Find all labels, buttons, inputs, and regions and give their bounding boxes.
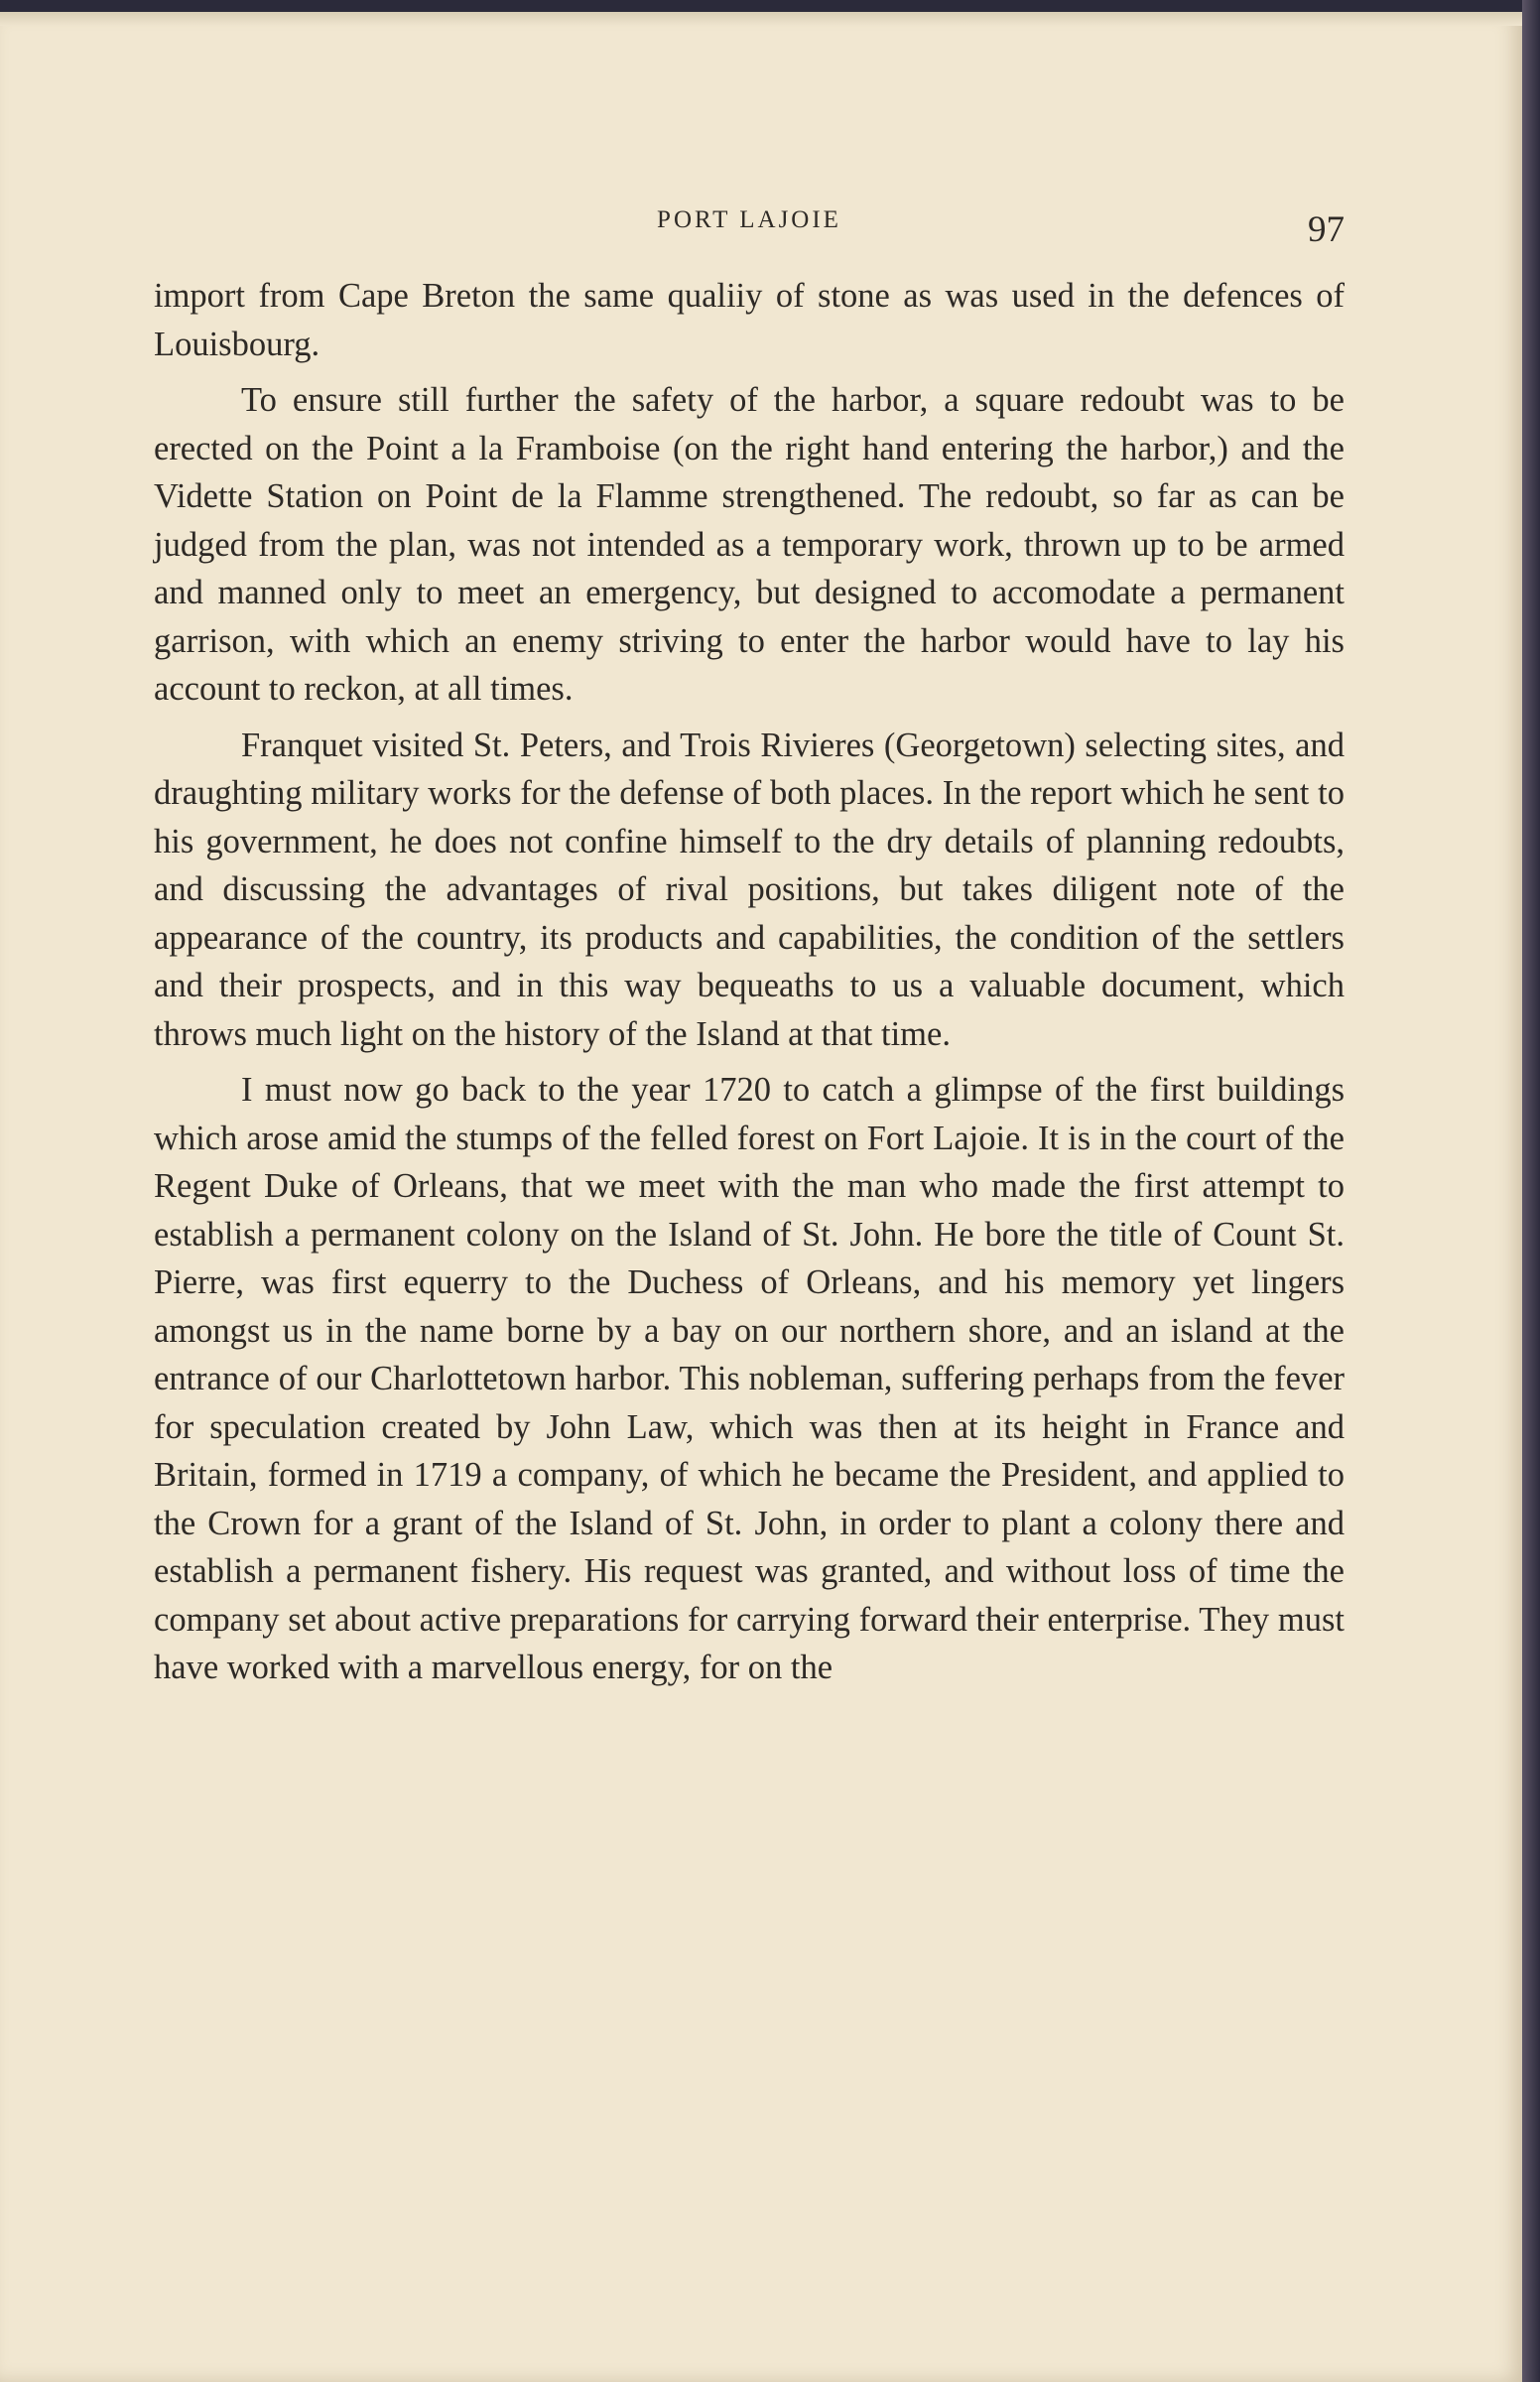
page-header [154, 197, 1345, 256]
paragraph-continuation: import from Cape Breton the same qualiiy of stone as was used in the defences of Louisbourg. [154, 277, 1345, 363]
book-spine-edge [1522, 0, 1540, 2382]
book-page [0, 12, 1524, 2382]
page-number: 97 [1308, 209, 1345, 250]
paragraph-redoubt: To ensure still further the safety of the harbor, a square redoubt was to be erected on the Point a la Framboise (on the right hand entering the harbor,) and the Vidette Station on Point de la Flamme strengthened. The redoubt, so far as can be judged from the plan, was not intended as a temporary work, thrown up to be armed and manned only to meet an emergency, but designed to accomodate a permanent garrison, with which an enemy striving to enter the harbor would have to lay his account to reckon, at all times. [154, 381, 1345, 708]
paragraph-franquet: Franquet visited St. Peters, and Trois Rivieres (Georgetown) selecting sites, and draughting military works for the defense of both places. In the report which he sent to his government, he does not confine himself to the dry details of planning redoubts, and discussing the advantages of rival positions, but takes diligent note of the appearance of the country, its products and capabilities, the condition of the settlers and their prospects, and in this way bequeaths to us a valuable document, which throws much light on the history of the Island at that time. [154, 726, 1345, 1053]
running-head: PORT LAJOIE [657, 206, 841, 233]
paragraph-count-st-pierre: I must now go back to the year 1720 to catch a glimpse of the first buildings which arose amid the stumps of the felled forest on Fort Lajoie. It is in the court of the Regent Duke of Orleans, that we meet with the man who made the first attempt to establish a permanent colony on the Island of St. John. He bore the title of Count St. Pierre, was first equerry to the Duchess of Orleans, and his memory yet lingers amongst us in the name borne by a bay on our northern shore, and an island at the entrance of our Charlottetown harbor. This nobleman, suffering perhaps from the fever for speculation created by John Law, which was then at its height in France and Britain, formed in 1719 a company, of which he became the President, and applied to the Crown for a grant of the Island of St. John, in order to plant a colony there and establish a permanent fishery. His request was granted, and without loss of time the company set about active preparations for carrying forward their enterprise. They must have worked with a marvellous energy, for on the [154, 1071, 1345, 1686]
page-top-edge [0, 12, 1540, 26]
page-body [154, 272, 1345, 1700]
